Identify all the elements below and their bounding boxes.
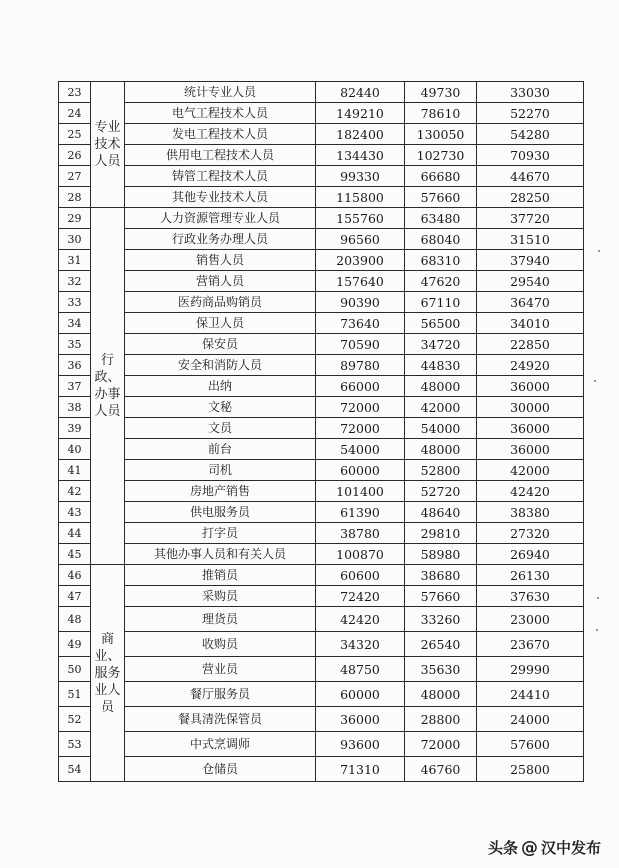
job-title: 中式烹调师 — [125, 732, 316, 757]
row-number: 46 — [59, 565, 91, 586]
wage-low: 37940 — [477, 250, 584, 271]
row-number: 24 — [59, 103, 91, 124]
table-row — [59, 124, 584, 145]
wage-mid: 34720 — [405, 334, 477, 355]
job-title: 人力资源管理专业人员 — [125, 208, 316, 229]
wage-high: 149210 — [316, 103, 405, 124]
table-row — [59, 523, 584, 544]
wage-low: 70930 — [477, 145, 584, 166]
row-number: 34 — [59, 313, 91, 334]
row-number: 53 — [59, 732, 91, 757]
wage-high: 72420 — [316, 586, 405, 607]
job-title: 统计专业人员 — [125, 82, 316, 103]
wage-mid: 48000 — [405, 376, 477, 397]
table-row — [59, 418, 584, 439]
wage-low: 31510 — [477, 229, 584, 250]
wage-mid: 42000 — [405, 397, 477, 418]
wage-high: 182400 — [316, 124, 405, 145]
job-title: 其他办事人员和有关人员 — [125, 544, 316, 565]
row-number: 33 — [59, 292, 91, 313]
table-row — [59, 586, 584, 607]
job-title: 采购员 — [125, 586, 316, 607]
row-number: 28 — [59, 187, 91, 208]
wage-mid: 57660 — [405, 187, 477, 208]
category-label: 商业、服务业人员 — [94, 631, 121, 715]
watermark-account: 汉中发布 — [540, 839, 601, 857]
wage-mid: 57660 — [405, 586, 477, 607]
row-number: 25 — [59, 124, 91, 145]
wage-high: 96560 — [316, 229, 405, 250]
row-number: 29 — [59, 208, 91, 229]
category-label: 行政、办事人员 — [94, 353, 121, 419]
table-row — [59, 607, 584, 632]
table-row — [59, 355, 584, 376]
job-title: 行政业务办理人员 — [125, 229, 316, 250]
row-number: 40 — [59, 439, 91, 460]
job-title: 餐具清洗保管员 — [125, 707, 316, 732]
table-row — [59, 250, 584, 271]
scan-speck — [594, 380, 596, 382]
job-title: 司机 — [125, 460, 316, 481]
wage-mid: 48000 — [405, 682, 477, 707]
wage-low: 42420 — [477, 481, 584, 502]
wage-low: 27320 — [477, 523, 584, 544]
wage-mid: 63480 — [405, 208, 477, 229]
wage-high: 60600 — [316, 565, 405, 586]
job-title: 推销员 — [125, 565, 316, 586]
wage-mid: 33260 — [405, 607, 477, 632]
wage-mid: 78610 — [405, 103, 477, 124]
wage-high: 38780 — [316, 523, 405, 544]
table-row — [59, 397, 584, 418]
wage-low: 37720 — [477, 208, 584, 229]
job-title: 保卫人员 — [125, 313, 316, 334]
wage-high: 82440 — [316, 82, 405, 103]
wage-low: 28250 — [477, 187, 584, 208]
category-cell — [91, 82, 125, 208]
wage-mid: 67110 — [405, 292, 477, 313]
wage-mid: 52800 — [405, 460, 477, 481]
row-number: 47 — [59, 586, 91, 607]
wage-high: 34320 — [316, 632, 405, 657]
wage-high: 101400 — [316, 481, 405, 502]
job-title: 供用电工程技术人员 — [125, 145, 316, 166]
wage-low: 36000 — [477, 439, 584, 460]
wage-low: 25800 — [477, 757, 584, 782]
row-number: 26 — [59, 145, 91, 166]
table-row — [59, 334, 584, 355]
wage-low: 24410 — [477, 682, 584, 707]
wage-high: 54000 — [316, 439, 405, 460]
job-title: 其他专业技术人员 — [125, 187, 316, 208]
job-title: 销售人员 — [125, 250, 316, 271]
table-row — [59, 632, 584, 657]
wage-high: 99330 — [316, 166, 405, 187]
wage-high: 134430 — [316, 145, 405, 166]
job-title: 铸管工程技术人员 — [125, 166, 316, 187]
row-number: 52 — [59, 707, 91, 732]
wage-mid: 46760 — [405, 757, 477, 782]
wage-high: 157640 — [316, 271, 405, 292]
wage-mid: 49730 — [405, 82, 477, 103]
wage-low: 34010 — [477, 313, 584, 334]
job-title: 理货员 — [125, 607, 316, 632]
row-number: 36 — [59, 355, 91, 376]
job-title: 收购员 — [125, 632, 316, 657]
table-row — [59, 657, 584, 682]
row-number: 37 — [59, 376, 91, 397]
table-row — [59, 271, 584, 292]
wage-high: 89780 — [316, 355, 405, 376]
job-title: 营销人员 — [125, 271, 316, 292]
wage-high: 42420 — [316, 607, 405, 632]
row-number: 27 — [59, 166, 91, 187]
wage-high: 72000 — [316, 397, 405, 418]
table-row — [59, 208, 584, 229]
row-number: 50 — [59, 657, 91, 682]
wage-low: 44670 — [477, 166, 584, 187]
job-title: 营业员 — [125, 657, 316, 682]
wage-high: 73640 — [316, 313, 405, 334]
wage-mid: 56500 — [405, 313, 477, 334]
job-title: 电气工程技术人员 — [125, 103, 316, 124]
wage-low: 36000 — [477, 418, 584, 439]
wage-mid: 48000 — [405, 439, 477, 460]
row-number: 49 — [59, 632, 91, 657]
scan-speck — [596, 629, 598, 631]
table-row — [59, 187, 584, 208]
job-title: 文秘 — [125, 397, 316, 418]
scan-speck — [598, 250, 600, 252]
row-number: 45 — [59, 544, 91, 565]
wage-low: 33030 — [477, 82, 584, 103]
job-title: 保安员 — [125, 334, 316, 355]
job-title: 打字员 — [125, 523, 316, 544]
wage-low: 29540 — [477, 271, 584, 292]
job-title: 文员 — [125, 418, 316, 439]
row-number: 48 — [59, 607, 91, 632]
wage-high: 155760 — [316, 208, 405, 229]
scan-speck — [597, 597, 599, 599]
watermark-at-icon: @ — [520, 837, 538, 858]
category-label: 专业技术人员 — [94, 120, 121, 169]
row-number: 39 — [59, 418, 91, 439]
wage-mid: 35630 — [405, 657, 477, 682]
job-title: 餐厅服务员 — [125, 682, 316, 707]
wage-high: 71310 — [316, 757, 405, 782]
job-title: 仓储员 — [125, 757, 316, 782]
wage-low: 30000 — [477, 397, 584, 418]
wage-table — [58, 81, 584, 782]
wage-high: 61390 — [316, 502, 405, 523]
wage-mid: 58980 — [405, 544, 477, 565]
wage-high: 203900 — [316, 250, 405, 271]
job-title: 供电服务员 — [125, 502, 316, 523]
wage-low: 52270 — [477, 103, 584, 124]
wage-mid: 68310 — [405, 250, 477, 271]
job-title: 前台 — [125, 439, 316, 460]
wage-mid: 102730 — [405, 145, 477, 166]
job-title: 出纳 — [125, 376, 316, 397]
row-number: 35 — [59, 334, 91, 355]
job-title: 房地产销售 — [125, 481, 316, 502]
row-number: 54 — [59, 757, 91, 782]
wage-low: 24000 — [477, 707, 584, 732]
wage-high: 72000 — [316, 418, 405, 439]
table-row — [59, 544, 584, 565]
wage-mid: 29810 — [405, 523, 477, 544]
wage-low: 26130 — [477, 565, 584, 586]
wage-low: 54280 — [477, 124, 584, 145]
wage-low: 42000 — [477, 460, 584, 481]
wage-high: 48750 — [316, 657, 405, 682]
wage-mid: 38680 — [405, 565, 477, 586]
wage-high: 36000 — [316, 707, 405, 732]
table-row — [59, 145, 584, 166]
row-number: 32 — [59, 271, 91, 292]
row-number: 43 — [59, 502, 91, 523]
table-row — [59, 481, 584, 502]
wage-low: 29990 — [477, 657, 584, 682]
row-number: 51 — [59, 682, 91, 707]
row-number: 23 — [59, 82, 91, 103]
row-number: 42 — [59, 481, 91, 502]
wage-mid: 66680 — [405, 166, 477, 187]
category-cell — [91, 208, 125, 565]
wage-low: 36000 — [477, 376, 584, 397]
wage-high: 60000 — [316, 682, 405, 707]
wage-low: 38380 — [477, 502, 584, 523]
job-title: 发电工程技术人员 — [125, 124, 316, 145]
table-row — [59, 313, 584, 334]
wage-mid: 26540 — [405, 632, 477, 657]
table-row — [59, 757, 584, 782]
wage-low: 23670 — [477, 632, 584, 657]
wage-mid: 47620 — [405, 271, 477, 292]
wage-mid: 28800 — [405, 707, 477, 732]
wage-mid: 48640 — [405, 502, 477, 523]
wage-low: 57600 — [477, 732, 584, 757]
table-row — [59, 502, 584, 523]
table-row — [59, 439, 584, 460]
wage-low: 23000 — [477, 607, 584, 632]
table-row — [59, 682, 584, 707]
wage-mid: 54000 — [405, 418, 477, 439]
wage-mid: 52720 — [405, 481, 477, 502]
watermark-platform: 头条 — [487, 839, 518, 857]
wage-mid: 72000 — [405, 732, 477, 757]
wage-high: 115800 — [316, 187, 405, 208]
wage-low: 22850 — [477, 334, 584, 355]
wage-high: 90390 — [316, 292, 405, 313]
row-number: 38 — [59, 397, 91, 418]
table-row — [59, 82, 584, 103]
table-row — [59, 166, 584, 187]
table-row — [59, 460, 584, 481]
table-row — [59, 707, 584, 732]
job-title: 医药商品购销员 — [125, 292, 316, 313]
wage-mid: 44830 — [405, 355, 477, 376]
wage-low: 26940 — [477, 544, 584, 565]
table-row — [59, 565, 584, 586]
wage-high: 100870 — [316, 544, 405, 565]
category-cell — [91, 565, 125, 782]
wage-low: 24920 — [477, 355, 584, 376]
table-row — [59, 229, 584, 250]
wage-mid: 130050 — [405, 124, 477, 145]
wage-low: 37630 — [477, 586, 584, 607]
table-row — [59, 376, 584, 397]
job-title: 安全和消防人员 — [125, 355, 316, 376]
platform-watermark — [488, 837, 601, 858]
row-number: 41 — [59, 460, 91, 481]
table-row — [59, 103, 584, 124]
row-number: 31 — [59, 250, 91, 271]
row-number: 30 — [59, 229, 91, 250]
wage-mid: 68040 — [405, 229, 477, 250]
wage-high: 66000 — [316, 376, 405, 397]
wage-high: 93600 — [316, 732, 405, 757]
wage-low: 36470 — [477, 292, 584, 313]
wage-high: 60000 — [316, 460, 405, 481]
row-number: 44 — [59, 523, 91, 544]
table-row — [59, 292, 584, 313]
wage-high: 70590 — [316, 334, 405, 355]
table-row — [59, 732, 584, 757]
